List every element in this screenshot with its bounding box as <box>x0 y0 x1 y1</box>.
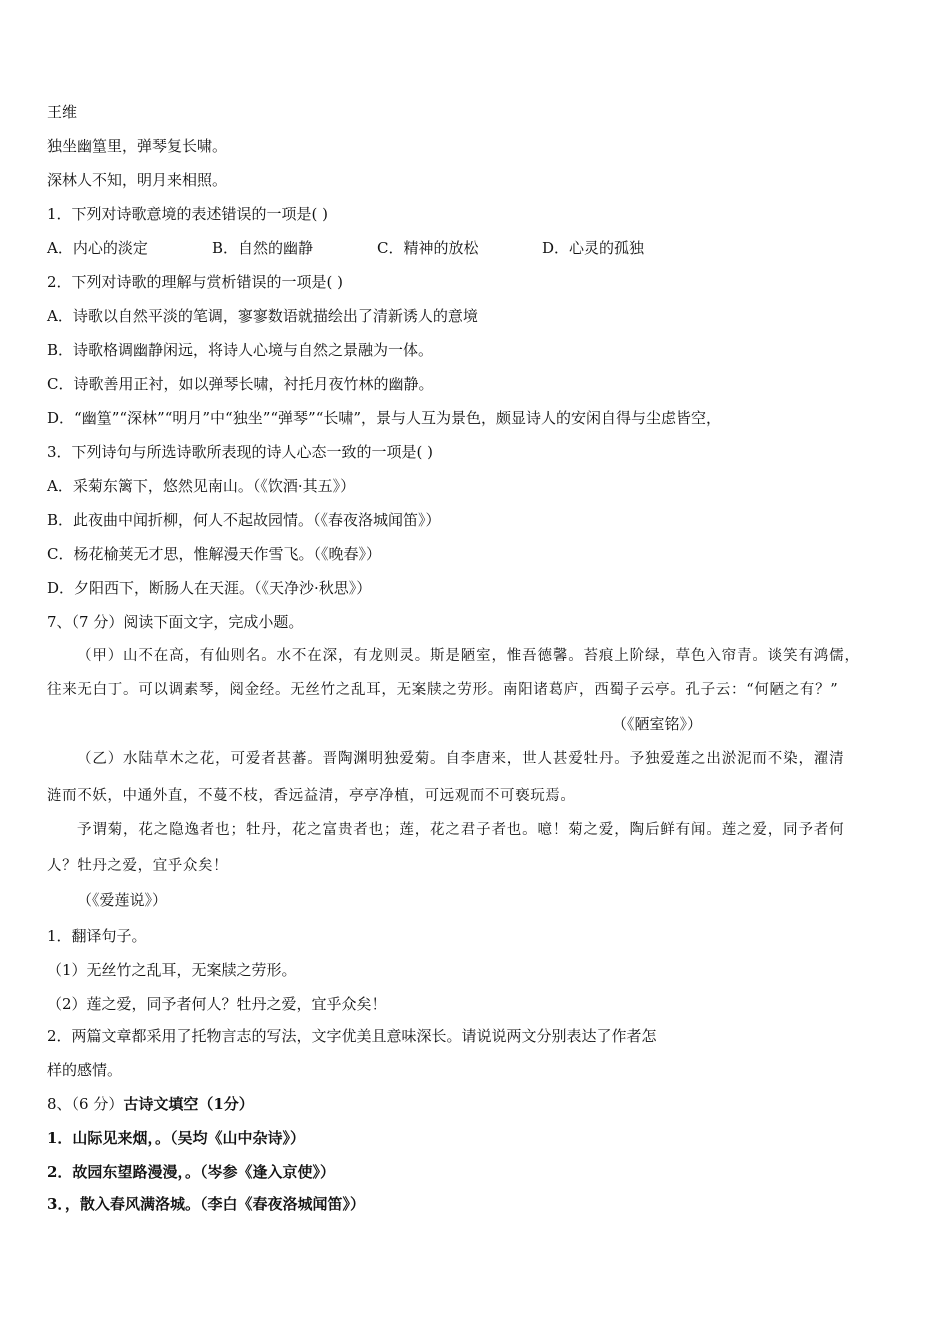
q7-header: 7、（7 分）阅读下面文字，完成小题。 <box>47 613 304 631</box>
q8-header-title: 古诗文填空（1分） <box>123 1095 254 1113</box>
q8-item-2: 2．故园东望路漫漫，。（岑参《逢入京使》） <box>47 1163 335 1181</box>
q1-option-b: B．自然的幽静 <box>212 239 314 257</box>
q7-sub2-line-1: 2．两篇文章都采用了托物言志的写法，文字优美且意味深长。请说说两文分别表达了作者怎 <box>47 1027 657 1045</box>
q7-sub2-line-2: 样的感情。 <box>47 1061 123 1079</box>
q7-yi-line-2: 涟而不妖，中通外直，不蔓不枝，香远益清，亭亭净植，可远观而不可亵玩焉。 <box>47 788 576 804</box>
q1-options <box>47 238 644 258</box>
q7-sub1-b: （2）莲之爱，同予者何人？牡丹之爱，宜乎众矣！ <box>47 995 387 1013</box>
q3-option-c: C．杨花榆荚无才思，惟解漫天作雪飞。（《晚春》） <box>47 545 381 563</box>
q8-item-3: 3．，散入春风满洛城。（李白《春夜洛城闻笛》） <box>47 1195 365 1213</box>
q1-option-d: D．心灵的孤独 <box>542 239 645 257</box>
q7-jia-line-2: 往来无白丁。可以调素琴，阅金经。无丝竹之乱耳，无案牍之劳形。南阳诸葛庐，西蜀子云亭。孔子云：“何陋之有？” <box>47 682 839 698</box>
q3-option-a: A．采菊东篱下，悠然见南山。（《饮酒·其五》） <box>47 477 356 495</box>
q1-stem: 1．下列对诗歌意境的表述错误的一项是( ) <box>47 205 329 223</box>
q1-option-c: C．精神的放松 <box>377 239 479 257</box>
q2-option-d: D．“幽篁”“深林”“明月”中“独坐”“弹琴”“长啸”，景与人互为景色，颇显诗人的安闲自得与尘虑皆空， <box>47 409 722 427</box>
q8-item-1: 1．山际见来烟，。（吴均《山中杂诗》） <box>47 1129 305 1147</box>
q3-option-d: D．夕阳西下，断肠人在天涯。（《天净沙·秋思》） <box>47 579 372 597</box>
q7-jia-source: （《陋室铭》） <box>612 715 703 733</box>
q8-header <box>47 1094 254 1114</box>
q3-option-b: B．此夜曲中闻折柳，何人不起故园情。（《春夜洛城闻笛》） <box>47 511 441 529</box>
q7-jia-line-1: （甲）山不在高，有仙则名。水不在深，有龙则灵。斯是陋室，惟吾德馨。苔痕上阶绿，草色入帘青。谈笑有鸿儒， <box>77 648 860 664</box>
q2-option-c: C．诗歌善用正衬，如以弹琴长啸，衬托月夜竹林的幽静。 <box>47 375 434 393</box>
poem-line-1: 独坐幽篁里，弹琴复长啸。 <box>47 137 228 155</box>
q2-option-b: B．诗歌格调幽静闲远，将诗人心境与自然之景融为一体。 <box>47 341 434 359</box>
q2-option-a: A．诗歌以自然平淡的笔调，寥寥数语就描绘出了清新诱人的意境 <box>47 307 478 325</box>
q7-yi-line-3: 予谓菊，花之隐逸者也；牡丹，花之富贵者也；莲，花之君子者也。噫！菊之爱，陶后鲜有闻。莲之爱，同予者何 <box>77 822 845 838</box>
q7-sub1: 1．翻译句子。 <box>47 927 147 945</box>
q7-yi-line-1: （乙）水陆草木之花，可爱者甚蕃。晋陶渊明独爱菊。自李唐来，世人甚爱牡丹。予独爱莲之出淤泥而不染，濯清 <box>77 751 845 767</box>
q7-yi-line-4: 人？牡丹之爱，宜乎众矣！ <box>47 858 229 874</box>
poem-author: 王维 <box>47 103 78 121</box>
q7-sub1-a: （1）无丝竹之乱耳，无案牍之劳形。 <box>47 961 297 979</box>
q2-stem: 2．下列对诗歌的理解与赏析错误的一项是( ) <box>47 273 344 291</box>
q1-option-a: A．内心的淡定 <box>47 239 148 257</box>
q7-yi-source: （《爱莲说》） <box>77 891 168 909</box>
q3-stem: 3．下列诗句与所选诗歌所表现的诗人心态一致的一项是( ) <box>47 443 434 461</box>
q8-header-prefix: 8、（6 分） <box>47 1095 124 1113</box>
poem-line-2: 深林人不知，明月来相照。 <box>47 171 228 189</box>
